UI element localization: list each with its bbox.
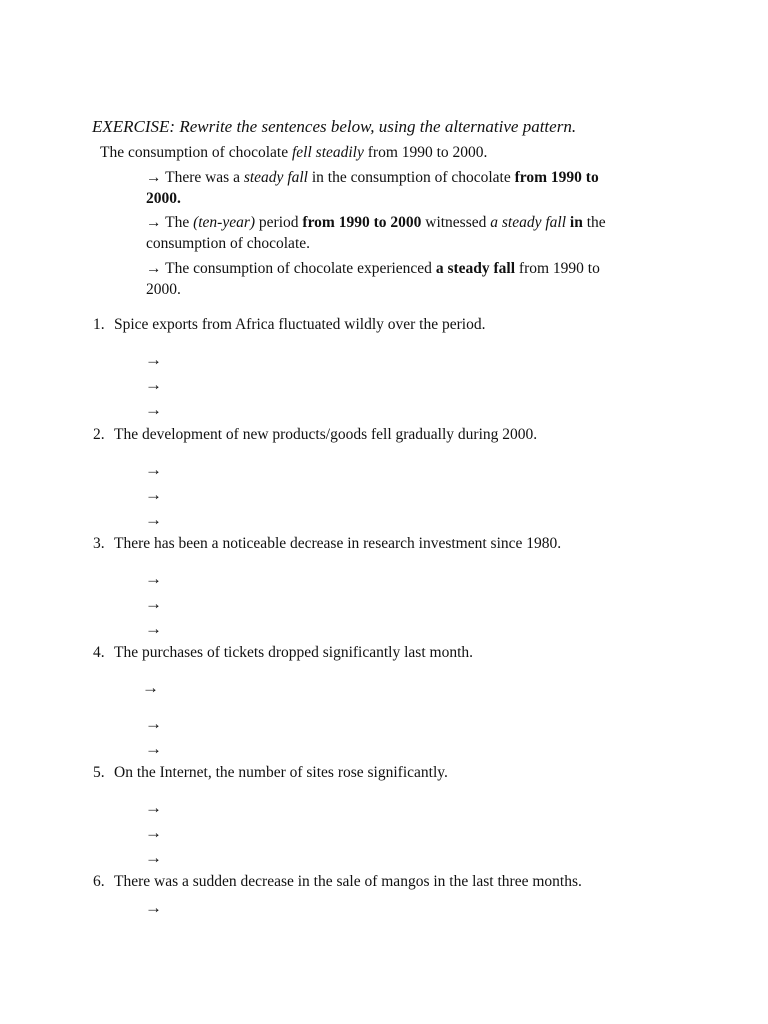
example-bold: from 1990 to 2000 [302,214,422,231]
answer-arrow: → [145,400,162,419]
example-text: → The [146,214,194,231]
example-text: → There was a [146,169,244,186]
answer-arrow: → [142,678,159,697]
question-number: 6. [93,873,105,890]
example-text: from 1990 to 2000. [363,144,488,161]
answer-arrow: → [145,714,162,733]
answer-arrow: → [145,619,162,638]
answer-arrow: → [145,898,162,917]
answer-arrow: → [145,798,162,817]
question-number: 4. [93,644,105,661]
example-alt-1-line-1 [146,169,599,187]
example-text: the [582,214,606,231]
answer-arrow: → [145,350,162,369]
example-alt-2-line-1 [146,214,606,232]
example-emphasis: fell steadily [291,144,364,161]
answer-arrow: → [145,823,162,842]
example-text: witnessed [421,214,491,231]
answer-arrow: → [145,848,162,867]
example-text: → The consumption of chocolate experienced [146,260,436,277]
example-alt-1-line-2: 2000. [146,190,181,207]
example-text: from 1990 to [515,260,600,277]
example-bold: in [566,214,583,231]
answer-arrow: → [145,739,162,758]
example-bold: a steady fall [435,260,516,277]
answer-arrow: → [145,460,162,479]
question-text: There was a sudden decrease in the sale of mangos in the last three months. [114,873,582,890]
exercise-title: EXERCISE: Rewrite the sentences below, using the alternative pattern. [92,117,577,136]
question-text: There has been a noticeable decrease in research investment since 1980. [114,535,562,552]
example-text: The consumption of chocolate [100,144,292,161]
example-bold: from 1990 to [514,169,599,186]
question-number: 5. [93,764,105,781]
example-text: in the consumption of chocolate [308,169,515,186]
example-alt-3-line-2: 2000. [146,281,181,298]
question-text: On the Internet, the number of sites rose significantly. [114,764,448,781]
example-alt-3-line-1 [146,260,600,278]
answer-arrow: → [145,569,162,588]
answer-arrow: → [145,510,162,529]
question-text: The purchases of tickets dropped significantly last month. [114,644,473,661]
example-text: period [255,214,303,231]
question-number: 3. [93,535,105,552]
question-number: 1. [93,316,105,333]
example-emphasis: (ten-year) [193,214,256,231]
example-emphasis: steady fall [243,169,308,186]
question-text: Spice exports from Africa fluctuated wildly over the period. [114,316,486,333]
question-number: 2. [93,426,105,443]
answer-arrow: → [145,594,162,613]
example-sentence [100,144,487,162]
answer-arrow: → [145,485,162,504]
example-alt-2-line-2: consumption of chocolate. [146,235,310,252]
question-text: The development of new products/goods fell gradually during 2000. [114,426,538,443]
answer-arrow: → [145,375,162,394]
example-emphasis: a steady fall [490,214,567,231]
